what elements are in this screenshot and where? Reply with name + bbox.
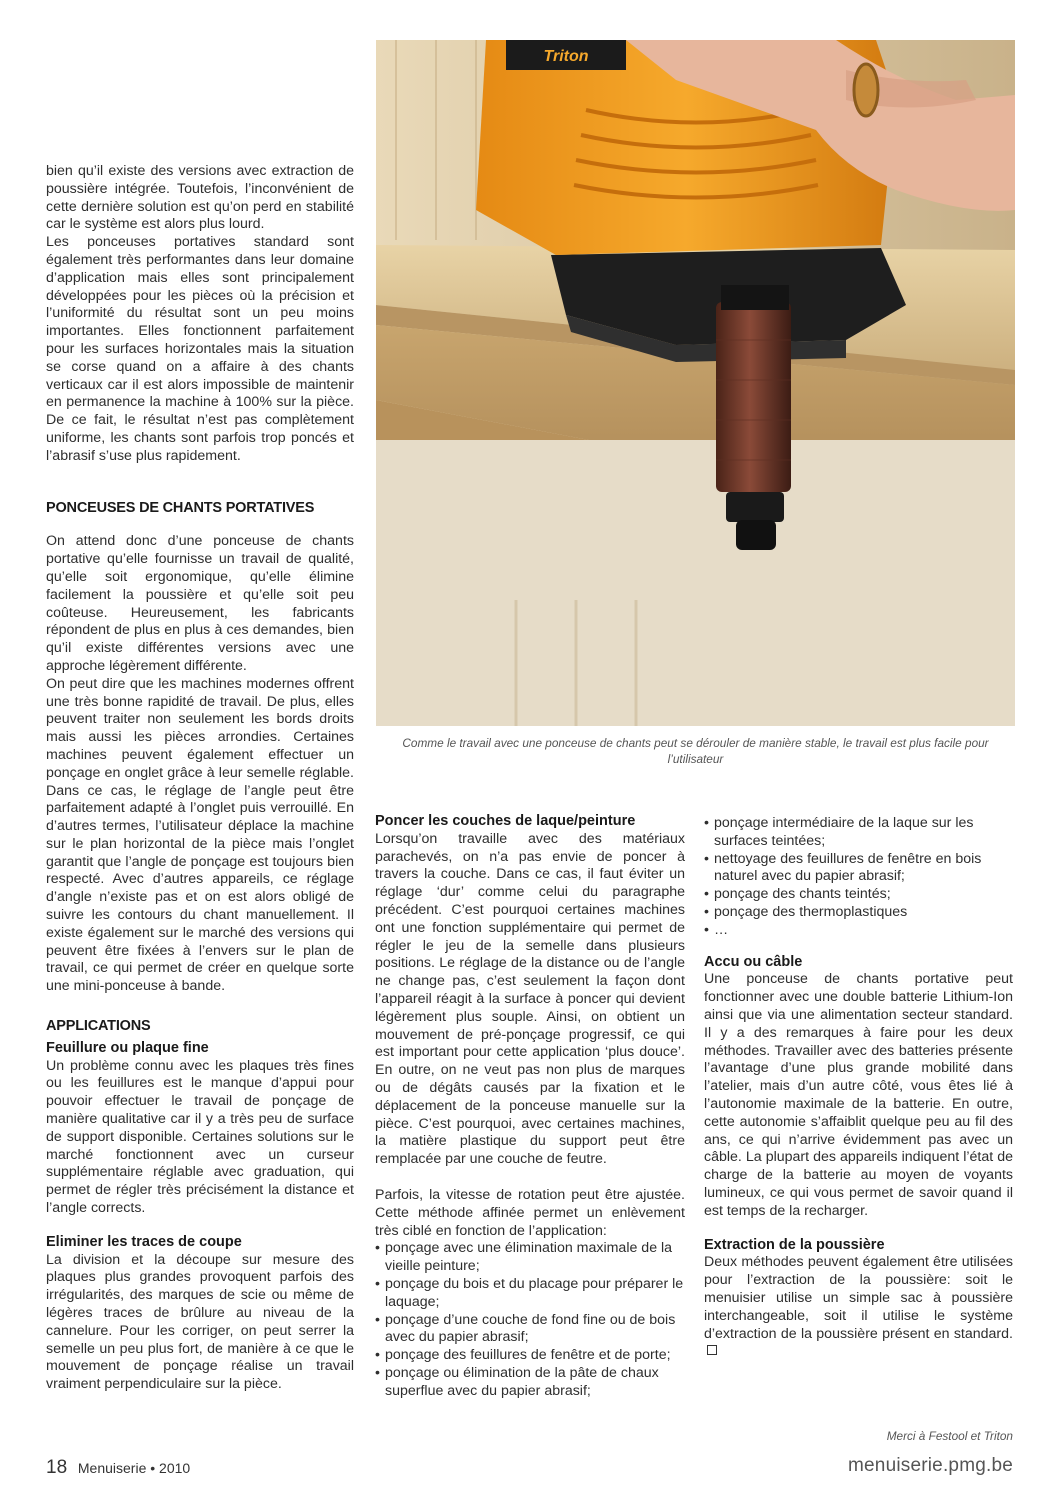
feuillure-paragraph: Un problème connu avec les plaques très fines ou les feuillures est le manque d’appui pour pouvoir effectuer le travail de ponçage de manière qualitative car il y a très peu de surface de support disponible. Certaines solutions sur le marché fonctionnent avec un curseur supplémentaire réglable avec graduation, qui permet de régler très précisément la distance et l’angle corrects. <box>46 1057 354 1217</box>
list-item: • ponçage avec une élimination maximale de la vieille peinture; <box>375 1240 685 1276</box>
list-item: • ponçage des thermoplastiques <box>704 904 1013 922</box>
subheading-feuillure: Feuillure ou plaque fine <box>46 1039 209 1056</box>
photo-caption: Comme le travail avec une ponceuse de chants peut se dérouler de manière stable, le travail est plus facile pour l’utilisateur <box>402 736 989 766</box>
list-item: • ponçage intermédiaire de la laque sur les surfaces teintées; <box>704 815 1013 851</box>
section-heading-ponceuses: PONCEUSES DE CHANTS PORTATIVES <box>46 499 315 516</box>
extraction-text: Deux méthodes peuvent également être utilisées pour l’extraction de la poussière: soit le menuisier utilise un simple sac à poussière interchangeable, soit il utilise le système d’extraction de la poussière présent en standard. <box>704 1254 1013 1342</box>
list-item: • ponçage du bois et du placage pour préparer le laquage; <box>375 1276 685 1312</box>
laque-paragraph-2: Parfois, la vitesse de rotation peut être ajustée. Cette méthode affinée permet un enlèvement très ciblé en fonction de l’application: <box>375 1186 685 1239</box>
section1-paragraph-2: On peut dire que les machines modernes offrent une très bonne rapidité de travail. De plus, elles peuvent traiter non seulement les bords droits mais aussi les pièces arrondies. Certaines machines peuvent également effectuer un ponçage en onglet grâce à leur semelle réglable. Dans ce cas, le réglage de l’angle peut être parfaitement adapté à l’onglet puis verrouillé. En d’autres termes, l’utilisateur déplace la machine sur le plan horizontal de la pièce mais l’onglet garantit que l’angle de ponçage est toujours bien respecté. Avec d’autres appareils, ce réglage d’angle n’existe pas et on est alors obligé de suivre les contours du chant manuellement. Il existe également sur le marché des versions qui peuvent être fixées à l’envers sur le plan de travail, ce qui permet de créer en quelque sorte une mini-ponceuse à bande. <box>46 675 354 995</box>
list-item: • ponçage des chants teintés; <box>704 886 1013 904</box>
brand-logo: Triton <box>543 48 589 65</box>
subheading-traces-coupe: Eliminer les traces de coupe <box>46 1233 242 1250</box>
subheading-laque: Poncer les couches de laque/peinture <box>375 813 636 829</box>
application-list-2 <box>704 815 1013 940</box>
list-item: • ponçage ou élimination de la pâte de chaux superflue avec du papier abrasif; <box>375 1365 685 1401</box>
laque-paragraph-1: Lorsqu’on travaille avec des matériaux parachevés, on n’a pas envie de poncer à travers la couche. Dans ce cas, il faut éviter un réglage ‘dur’ comme celui du paragraphe précédent. C’est pourquoi certaines machines ont une fonction supplémentaire qui permet de régler le jeu de la semelle dans plusieurs positions. Le réglage de la distance ou de l’angle ne change pas, c’est seulement la façon dont l’appareil réagit à la surface à poncer qui devient légèrement plus souple. Ainsi, on obtient un mouvement de pré-ponçage progressif, ce qui est important pour cette application ‘plus douce’. En outre, on ne veut pas non plus de marques ou de dégâts causés par la fixation et le déplacement de la ponceuse manuelle sur la pièce. C’est pourquoi, avec certaines machines, la matière plastique du support peut être remplacée par une couche de feutre. <box>375 830 685 1168</box>
list-item: • ponçage d’une couche de fond fine ou de bois avec du papier abrasif; <box>375 1312 685 1348</box>
subheading-accu-cable: Accu ou câble <box>704 953 803 970</box>
edge-sander-photo <box>376 40 1015 726</box>
extraction-paragraph <box>704 1254 1013 1361</box>
list-item: • … <box>704 922 1013 940</box>
website-link[interactable]: menuiserie.pmg.be <box>848 1455 1013 1476</box>
publication-name: Menuiserie • 2010 <box>77 1460 191 1476</box>
subheading-extraction: Extraction de la poussière <box>704 1236 885 1253</box>
end-of-article-icon <box>707 1345 717 1355</box>
section-heading-applications: APPLICATIONS <box>46 1018 151 1035</box>
list-item: • nettoyage des feuillures de fenêtre en bois naturel avec du papier abrasif; <box>704 851 1013 887</box>
right-column <box>704 815 1013 1361</box>
thanks-credit: Merci à Festool et Triton <box>886 1429 1013 1443</box>
traces-coupe-paragraph: La division et la découpe sur mesure des plaques plus grandes provoquent parfois des irrégularités, des marques de scie ou même de légères traces de brûlure au niveau de la cannelure. Pour les corriger, on peut serrer la semelle un peu plus fort, de manière à ce que le mouvement de ponçage réalise un travail vraiment perpendiculaire sur la pièce. <box>46 1251 354 1393</box>
intro-paragraph-2: Les ponceuses portatives standard sont également très performantes dans leur domaine d’application mais elles sont principalement développées pour les pièces où la précision et l’uniformité du résultat sont un peu moins importantes. Elles fonctionnent parfaitement pour les surfaces horizontales mais la situation se corse quand on a affaire à des chants verticaux car il est alors impossible de maintenir en permanence la machine à 100% sur la pièce. De ce fait, le résultat n’est pas complètement uniforme, les chants sont parfois trop poncés et l’abrasif s’use plus rapidement. <box>46 234 354 464</box>
left-column <box>46 163 354 1394</box>
intro-paragraph-1: bien qu’il existe des versions avec extraction de poussière intégrée. Toutefois, l’inconvénient de cette dernière solution est qu’on perd en stabilité car le système est alors plus lourd. <box>46 163 354 233</box>
page-footer <box>46 1457 190 1479</box>
page-number: 18 <box>46 1457 68 1478</box>
list-item: • ponçage des feuillures de fenêtre et de porte; <box>375 1347 685 1365</box>
accu-cable-paragraph: Une ponceuse de chants portative peut fonctionner avec une double batterie Lithium-Ion ainsi que via une alimentation secteur standard. Il y a des remarques à faire pour les deux méthodes. Travailler avec des batteries présente l’avantage d’une plus grande mobilité dans l’atelier, mais d’un autre côté, vous êtes lié à l’autonomie maximale de la batterie. En outre, cette autonomie s’affaiblit quelque peu au fil des ans, ce qui n’arrive évidemment pas avec un câble. La plupart des appareils indiquent l’état de charge de la batterie au moyen de voyants lumineux, ce qui vous permet de savoir quand il est temps de la recharger. <box>704 971 1013 1219</box>
section1-paragraph-1: On attend donc d’une ponceuse de chants portative qu’elle fournisse un travail de qualité, qu’elle soit ergonomique, qu’elle élimine facilement la poussière et qu’elle soit peu coûteuse. Heureusement, les fabricants répondent de plus en plus à ces demandes, bien qu’il existe différentes versions avec une approche légèrement différente. <box>46 533 354 674</box>
middle-column <box>375 813 685 1401</box>
application-list-1 <box>375 1240 685 1400</box>
